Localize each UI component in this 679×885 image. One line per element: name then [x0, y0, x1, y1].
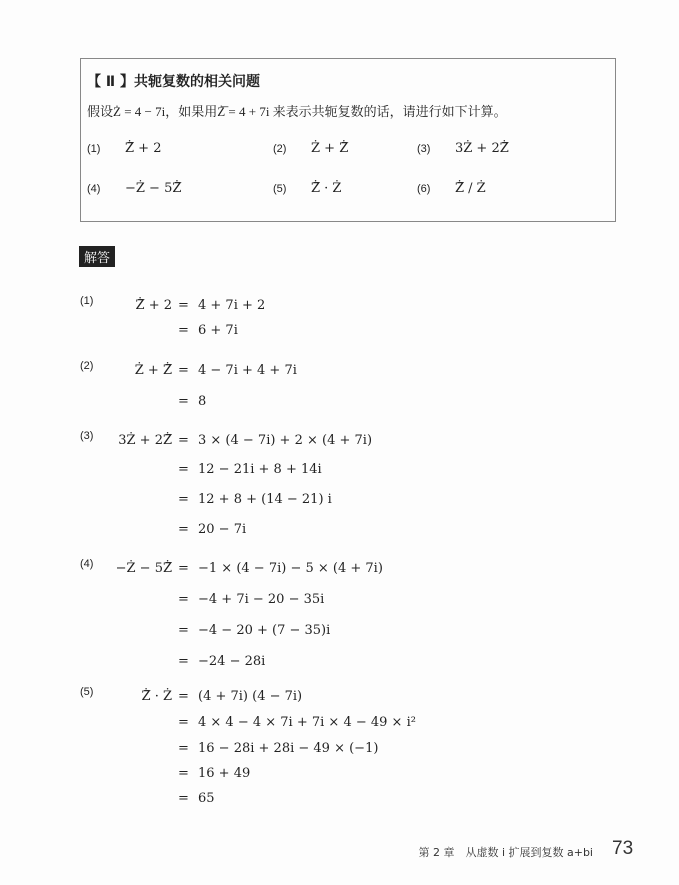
equals-sign: =	[178, 492, 189, 507]
problem-item	[417, 181, 486, 196]
equals-sign: =	[178, 323, 189, 338]
solution-row	[80, 766, 620, 784]
item-expression: Ż + Ż̅	[311, 141, 349, 156]
row-rhs: 16 + 49	[198, 766, 251, 781]
row-rhs: 16 − 28i + 28i − 49 × (−1)	[198, 741, 379, 756]
solution-row	[80, 623, 620, 641]
problem-item	[87, 181, 181, 196]
item-number: (6)	[417, 183, 431, 195]
equals-sign: =	[178, 592, 189, 607]
equals-sign: =	[178, 433, 189, 448]
row-number: (4)	[80, 558, 94, 570]
equals-sign: =	[178, 394, 189, 409]
item-expression: Ż̅ + 2	[125, 141, 162, 156]
solution-row	[80, 430, 620, 451]
equals-sign: =	[178, 623, 189, 638]
solution-row	[80, 360, 620, 381]
solution-row	[80, 654, 620, 672]
row-rhs: 4 + 7i + 2	[198, 298, 266, 313]
problem-item	[273, 141, 348, 156]
equals-sign: =	[178, 741, 189, 756]
row-rhs: 4 × 4 − 4 × 7i + 7i × 4 − 49 × i²	[198, 715, 416, 730]
row-lhs: Ż̅ + 2	[135, 298, 172, 313]
equals-sign: =	[178, 689, 189, 704]
solution-row	[80, 791, 620, 809]
row-rhs: 12 − 21i + 8 + 14i	[198, 462, 322, 477]
answer-heading: 解答	[79, 246, 115, 267]
problem-item	[417, 141, 509, 156]
row-rhs: (4 + 7i) (4 − 7i)	[198, 689, 303, 704]
row-number: (3)	[80, 430, 94, 442]
row-number: (1)	[80, 295, 94, 307]
problem-intro: 假设Ż = 4 − 7i，如果用Ż̅ = 4 + 7i 来表示共轭复数的话，请进行如下计算。	[87, 104, 507, 119]
solution-row	[80, 394, 620, 412]
item-expression: Ż̅ / Ż	[455, 181, 486, 196]
row-rhs: 12 + 8 + (14 − 21) i	[198, 492, 332, 507]
row-lhs: 3Ż + 2Ż̅	[118, 433, 172, 448]
problem-box	[80, 58, 616, 222]
equals-sign: =	[178, 791, 189, 806]
equals-sign: =	[178, 715, 189, 730]
solution-row	[80, 686, 620, 707]
item-number: (4)	[87, 183, 101, 195]
row-lhs: −Ż − 5Ż̅	[115, 561, 172, 576]
row-rhs: 3 × (4 − 7i) + 2 × (4 + 7i)	[198, 433, 373, 448]
row-rhs: 6 + 7i	[198, 323, 238, 338]
solution-row	[80, 323, 620, 341]
row-number: (2)	[80, 360, 94, 372]
problem-item	[273, 181, 341, 196]
chapter-footer: 第 2 章 从虚数 i 扩展到复数 a+bi	[418, 846, 593, 859]
item-number: (2)	[273, 143, 287, 155]
item-number: (1)	[87, 143, 101, 155]
row-rhs: 4 − 7i + 4 + 7i	[198, 363, 297, 378]
row-rhs: 8	[198, 394, 207, 409]
row-number: (5)	[80, 686, 94, 698]
equals-sign: =	[178, 462, 189, 477]
solution-row	[80, 592, 620, 610]
solution-row	[80, 462, 620, 480]
equals-sign: =	[178, 298, 189, 313]
solution-row	[80, 741, 620, 759]
page-number: 73	[612, 838, 634, 859]
item-expression: Ż̅ · Ż	[311, 181, 342, 196]
item-expression: −Ż − 5Ż̅	[125, 181, 182, 196]
solution-row	[80, 295, 620, 316]
row-lhs: Ż + Ż̅	[134, 363, 172, 378]
equals-sign: =	[178, 561, 189, 576]
equals-sign: =	[178, 522, 189, 537]
row-rhs: 65	[198, 791, 215, 806]
solution-row	[80, 522, 620, 540]
row-rhs: −4 + 7i − 20 − 35i	[198, 592, 325, 607]
row-rhs: −1 × (4 − 7i) − 5 × (4 + 7i)	[198, 561, 383, 576]
solution-row	[80, 715, 620, 733]
row-lhs: Ż̅ · Ż	[141, 689, 172, 704]
item-expression: 3Ż + 2Ż̅	[455, 141, 509, 156]
row-rhs: 20 − 7i	[198, 522, 247, 537]
equals-sign: =	[178, 766, 189, 781]
problem-title: 【 Ⅱ 】共轭复数的相关问题	[87, 74, 260, 90]
row-rhs: −4 − 20 + (7 − 35)i	[198, 623, 331, 638]
item-number: (3)	[417, 143, 431, 155]
row-rhs: −24 − 28i	[198, 654, 266, 669]
equals-sign: =	[178, 654, 189, 669]
equals-sign: =	[178, 363, 189, 378]
item-number: (5)	[273, 183, 287, 195]
solution-row	[80, 558, 620, 579]
problem-item	[87, 141, 161, 156]
solution-row	[80, 492, 620, 510]
